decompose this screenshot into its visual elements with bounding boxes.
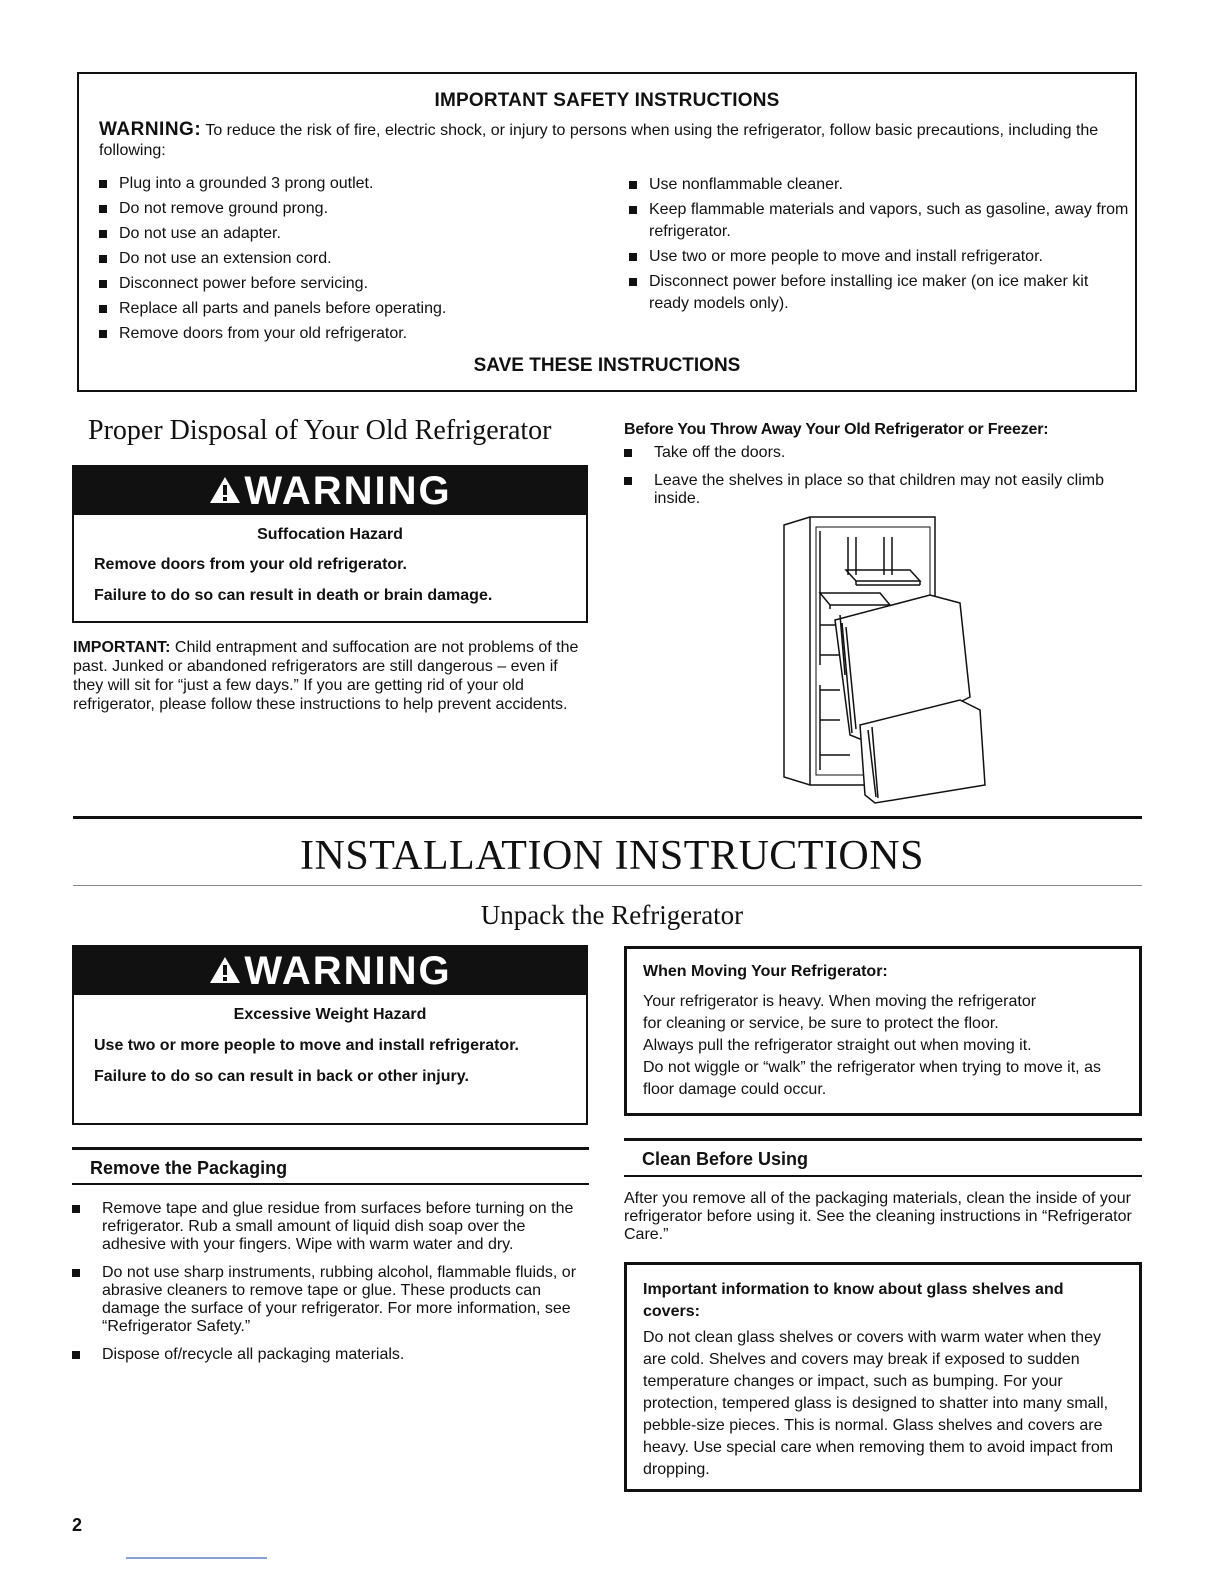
bullet-icon [624, 477, 632, 485]
safety-instructions-box [77, 72, 1137, 392]
warning-lead: WARNING: [99, 119, 202, 140]
bullet-icon [99, 280, 107, 288]
clean-before-using-heading: Clean Before Using [642, 1149, 809, 1169]
warning-line: Remove doors from your old refrigerator. [94, 556, 407, 573]
bullet-icon [99, 180, 107, 188]
moving-line: Always pull the refrigerator straight out when moving it. [643, 1037, 1032, 1054]
safety-list-right [629, 174, 1129, 318]
list-item: Use nonflammable cleaner. [629, 174, 1129, 196]
bullet-icon [99, 330, 107, 338]
bullet-icon [72, 1205, 80, 1213]
installation-title: INSTALLATION INSTRUCTIONS [300, 833, 924, 879]
safety-title: IMPORTANT SAFETY INSTRUCTIONS [434, 90, 780, 111]
list-item: Do not remove ground prong. [99, 199, 599, 224]
list-item: Use two or more people to move and install refrigerator. [629, 246, 1129, 268]
weight-warning-box [72, 945, 588, 1125]
safety-warning-text [99, 120, 1119, 161]
list-item: Leave the shelves in place so that children may not easily climb inside. [624, 472, 1124, 508]
list-item: Disconnect power before servicing. [99, 274, 599, 299]
page-number: 2 [72, 1515, 83, 1535]
warning-banner [74, 947, 586, 995]
bullet-icon [629, 253, 637, 261]
list-item: Replace all parts and panels before operating. [99, 299, 599, 324]
warning-line: Failure to do so can result in death or brain damage. [94, 587, 493, 604]
list-item: Plug into a grounded 3 prong outlet. [99, 174, 599, 199]
bullet-icon [99, 230, 107, 238]
clean-paragraph: After you remove all of the packaging materials, clean the inside of your refrigerator before using it. See the cleaning instructions in “Refrigerator Care.” [624, 1190, 1132, 1243]
moving-title: When Moving Your Refrigerator: [643, 963, 888, 980]
list-item: Do not use an adapter. [99, 224, 599, 249]
important-text: Child entrapment and suffocation are not problems of the past. Junked or abandoned refrigerators are still dangerous – even if they will sit for “just a few days.” If you are getting rid of your old refrigerator, please follow these instructions to help prevent accidents. [73, 639, 579, 713]
warning-triangle-icon [208, 475, 242, 505]
before-throw-away-heading: Before You Throw Away Your Old Refrigerator or Freezer: [624, 421, 1049, 438]
bullet-icon [624, 449, 632, 457]
important-paragraph [73, 638, 591, 714]
list-item: Do not use an extension cord. [99, 249, 599, 274]
subsection-rule [624, 1138, 1142, 1141]
bullet-icon [629, 278, 637, 286]
warning-label: WARNING [244, 469, 452, 513]
unpack-heading: Unpack the Refrigerator [480, 900, 744, 930]
list-item: Remove doors from your old refrigerator. [99, 324, 599, 349]
warning-triangle-icon [208, 955, 242, 985]
glass-text: Do not clean glass shelves or covers with warm water when they are cold. Shelves and covers may break if exposed to sudden temperature changes or impact, such as bumping. For your protection, tempered glass is designed to shatter into many small, pebble-size pieces. This is normal. Glass shelves and covers are heavy. Use special care when removing them to avoid impact from dropping. [643, 1329, 1114, 1478]
list-item: Disconnect power before installing ice maker (on ice maker kit ready models only). [629, 271, 1129, 315]
important-lead: IMPORTANT: [73, 639, 171, 656]
refrigerator-doors-removed-illustration [780, 515, 990, 805]
remove-packaging-list [72, 1200, 582, 1374]
subsection-rule [72, 1183, 589, 1185]
warning-line: Failure to do so can result in back or other injury. [94, 1068, 469, 1085]
footer-link-underline [126, 1557, 267, 1559]
bullet-icon [99, 305, 107, 313]
section-divider-thin [73, 885, 1142, 886]
hazard-title: Suffocation Hazard [257, 526, 403, 543]
list-item: Dispose of/recycle all packaging materials. [72, 1346, 582, 1364]
list-item: Do not use sharp instruments, rubbing alcohol, flammable fluids, or abrasive cleaners to remove tape or glue. These products can damage the surface of your refrigerator. For more information, see “Refrigerator Safety.” [72, 1264, 582, 1336]
subsection-rule [72, 1147, 589, 1150]
suffocation-warning-box [72, 465, 588, 623]
section-divider [73, 816, 1142, 819]
moving-refrigerator-box [624, 946, 1142, 1116]
glass-title: Important information to know about glass shelves and covers: [643, 1281, 1064, 1320]
moving-line: Do not wiggle or “walk” the refrigerator when trying to move it, as floor damage could occur. [643, 1059, 1101, 1098]
bullet-icon [99, 205, 107, 213]
warning-banner [74, 467, 586, 515]
remove-packaging-heading: Remove the Packaging [90, 1158, 288, 1178]
save-instructions-label: SAVE THESE INSTRUCTIONS [473, 355, 741, 376]
bullet-icon [72, 1351, 80, 1359]
bullet-icon [99, 255, 107, 263]
warning-label: WARNING [244, 949, 452, 993]
bullet-icon [629, 206, 637, 214]
bullet-icon [72, 1269, 80, 1277]
list-item: Keep flammable materials and vapors, such as gasoline, away from refrigerator. [629, 199, 1129, 243]
list-item: Remove tape and glue residue from surfaces before turning on the refrigerator. Rub a small amount of liquid dish soap over the adhesive with your fingers. Wipe with warm water and dry. [72, 1200, 582, 1254]
moving-line: Your refrigerator is heavy. When moving the refrigerator [643, 993, 1037, 1010]
disposal-heading: Proper Disposal of Your Old Refrigerator [88, 415, 552, 446]
moving-line: for cleaning or service, be sure to protect the floor. [643, 1015, 999, 1032]
warning-line: Use two or more people to move and install refrigerator. [94, 1037, 519, 1054]
subsection-rule [624, 1175, 1142, 1177]
list-item: Take off the doors. [624, 444, 1124, 462]
before-throw-away-list [624, 444, 1124, 518]
bullet-icon [629, 181, 637, 189]
warning-body: To reduce the risk of fire, electric shock, or injury to persons when using the refrigerator, follow basic precautions, including the following: [99, 122, 1099, 159]
safety-list-left [99, 174, 599, 349]
hazard-title: Excessive Weight Hazard [233, 1006, 427, 1023]
glass-shelves-info-box [624, 1262, 1142, 1492]
